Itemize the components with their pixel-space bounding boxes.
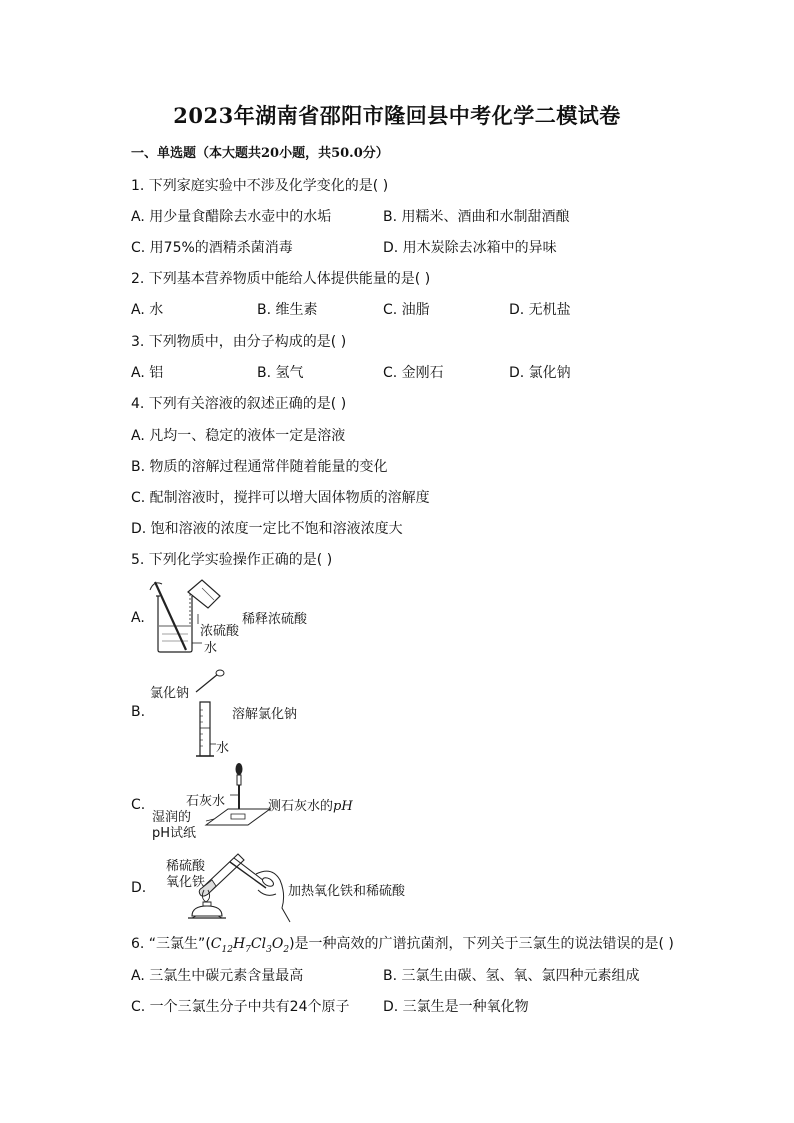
q3-option-a: A. 铝 — [131, 365, 164, 381]
q5-option-d-label-acid: 稀硫酸 — [166, 859, 206, 874]
q4-option-d: D. 饱和溶液的浓度一定比不饱和溶液浓度大 — [131, 521, 403, 537]
q5-option-c-caption-text: 测石灰水的 — [268, 799, 334, 814]
section-heading: 一、单选题（本大题共20小题，共50.0分） — [131, 146, 389, 161]
q3-option-d: D. 氯化钠 — [509, 365, 571, 381]
q6-stem-suffix: )是一种高效的广谱抗菌剂，下列关于三氯生的说法错误的是( ) — [289, 936, 674, 952]
q4-option-b: B. 物质的溶解过程通常伴随着能量的变化 — [131, 459, 388, 475]
q1-option-c: C. 用75%的酒精杀菌消毒 — [131, 240, 293, 256]
q5-stem: 5. 下列化学实验操作正确的是( ) — [131, 552, 333, 568]
q5-option-d-label-oxide: 氧化铁 — [166, 875, 206, 890]
q6-option-a: A. 三氯生中碳元素含量最高 — [131, 968, 304, 984]
q6-formula — [210, 936, 290, 955]
q5-option-c-label-limewater: 石灰水 — [186, 794, 226, 809]
q5-option-a-letter: A. — [131, 610, 145, 626]
q4-option-c: C. 配制溶液时，搅拌可以增大固体物质的溶解度 — [131, 490, 430, 506]
q1-option-b: B. 用糯米、酒曲和水制甜酒酿 — [383, 209, 570, 225]
formula-o-count: 2 — [283, 944, 290, 955]
q5-option-a-label-water: 水 — [204, 641, 218, 656]
q6-stem — [131, 935, 674, 959]
formula-cl-count: 3 — [266, 944, 272, 955]
q5-option-d-caption: 加热氧化铁和稀硫酸 — [288, 884, 406, 899]
q2-option-a: A. 水 — [131, 302, 164, 318]
q5-option-b-caption: 溶解氯化钠 — [232, 707, 298, 722]
formula-cl: Cl — [250, 936, 267, 952]
q2-option-b: B. 维生素 — [257, 302, 318, 318]
q5-option-b-label-salt: 氯化钠 — [150, 686, 190, 701]
q5-option-b-label-water: 水 — [216, 741, 230, 756]
q3-option-c: C. 金刚石 — [383, 365, 444, 381]
beaker-dilution-figure — [150, 578, 250, 658]
q5-option-d-letter: D. — [131, 880, 147, 896]
q6-option-d: D. 三氯生是一种氧化物 — [383, 999, 529, 1015]
formula-c-count: 12 — [221, 944, 233, 955]
heating-test-tube-figure — [186, 844, 290, 924]
q6-option-b: B. 三氯生由碳、氢、氧、氯四种元素组成 — [383, 968, 640, 984]
formula-c: C — [210, 936, 222, 952]
q6-option-c: C. 一个三氯生分子中共有24个原子 — [131, 999, 350, 1015]
q3-option-b: B. 氢气 — [257, 365, 304, 381]
q5-option-b-letter: B. — [131, 704, 146, 720]
q4-option-a: A. 凡均一、稳定的液体一定是溶液 — [131, 428, 346, 444]
q1-stem: 1. 下列家庭实验中不涉及化学变化的是( ) — [131, 178, 389, 194]
q5-option-a-caption: 稀释浓硫酸 — [242, 612, 308, 627]
formula-o: O — [271, 936, 284, 952]
formula-h-count: 7 — [245, 944, 251, 955]
q2-option-d: D. 无机盐 — [509, 302, 571, 318]
q6-stem-prefix: 6. “三氯生”( — [131, 936, 211, 952]
q5-option-c-caption-ph: pH — [333, 799, 353, 814]
page-title: 2023年湖南省邵阳市隆回县中考化学二模试卷 — [173, 103, 621, 128]
formula-h: H — [232, 936, 246, 952]
q1-option-a: A. 用少量食醋除去水壶中的水垢 — [131, 209, 332, 225]
q5-option-a-label-acid: 浓硫酸 — [200, 624, 240, 639]
q2-stem: 2. 下列基本营养物质中能给人体提供能量的是( ) — [131, 271, 431, 287]
q3-stem: 3. 下列物质中，由分子构成的是( ) — [131, 334, 347, 350]
q2-option-c: C. 油脂 — [383, 302, 430, 318]
q5-option-c-caption — [268, 795, 353, 814]
q1-option-d: D. 用木炭除去冰箱中的异味 — [383, 240, 557, 256]
q5-option-c-label-moist: 湿润的 — [152, 810, 192, 825]
q5-option-c-label-ph-paper: pH试纸 — [152, 826, 197, 841]
q5-option-c-letter: C. — [131, 797, 146, 813]
q4-stem: 4. 下列有关溶液的叙述正确的是( ) — [131, 396, 347, 412]
